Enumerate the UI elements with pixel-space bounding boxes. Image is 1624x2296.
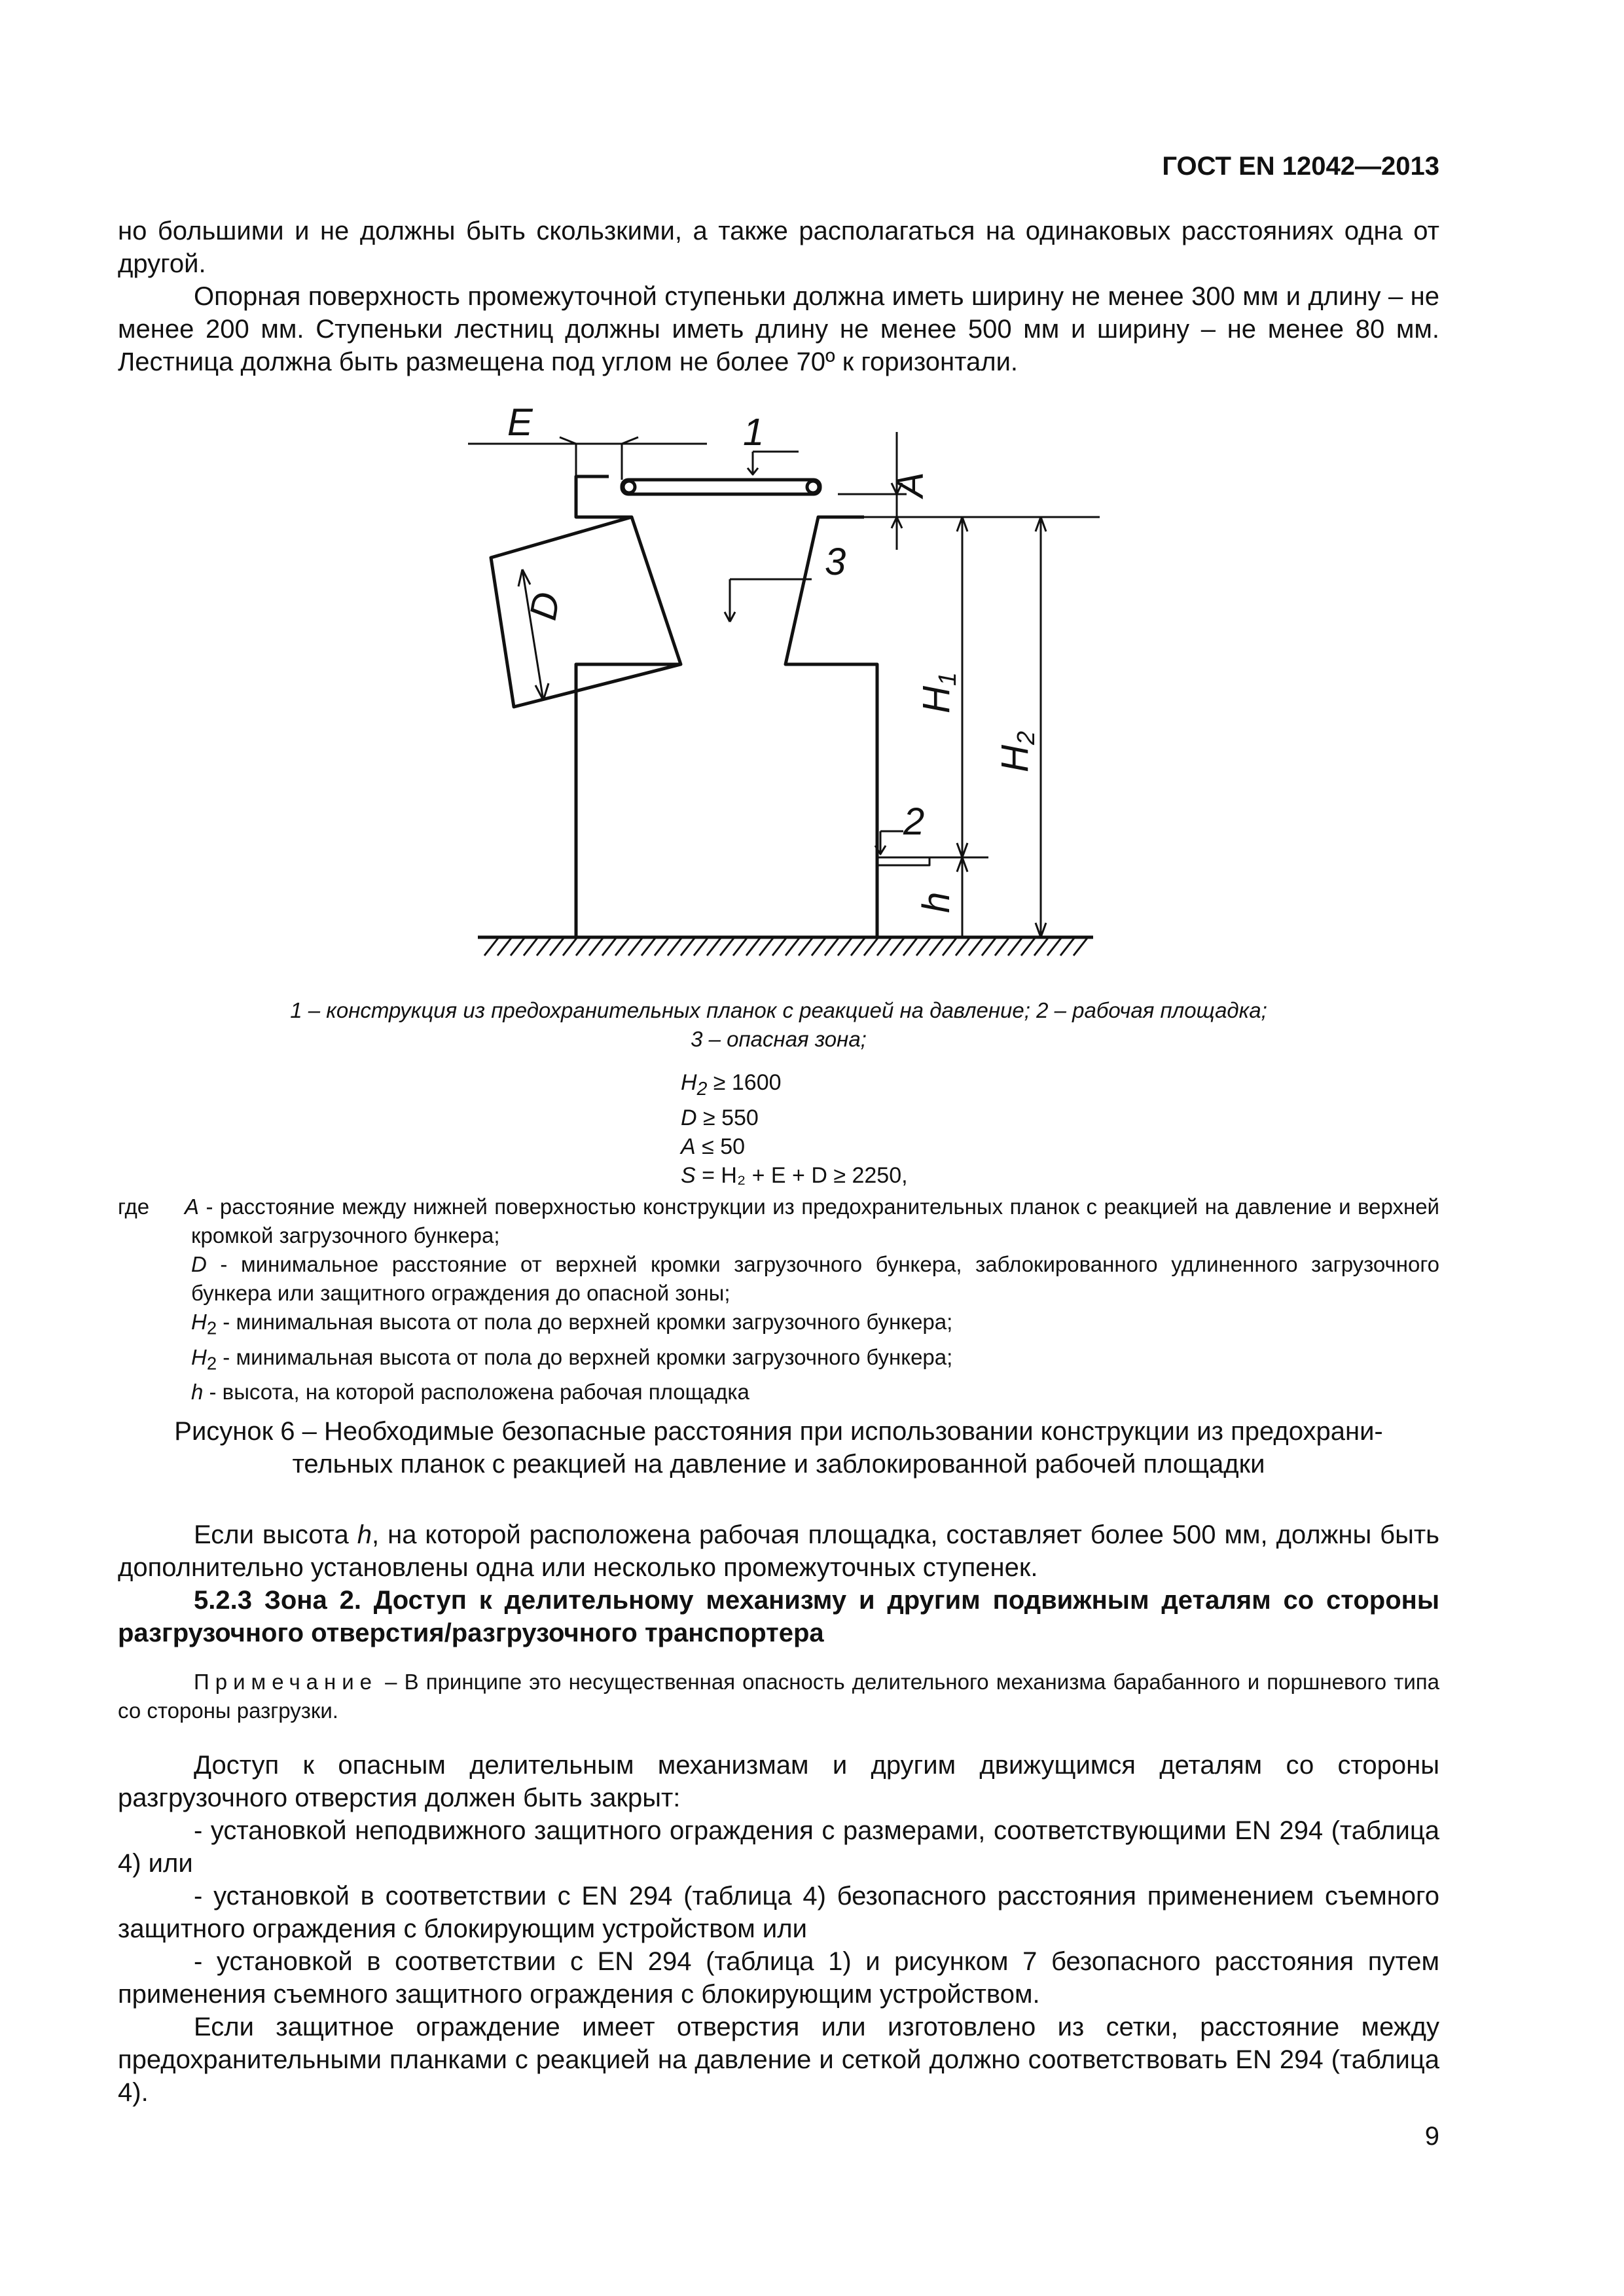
access-requirements-block <box>118 1749 1439 2109</box>
label-3: 3 <box>825 541 846 583</box>
section-heading-5-2-3: 5.2.3 Зона 2. Доступ к делительному механизму и другим подвижным деталям со стороны разгрузочного отверстия/разгрузочного транспортера <box>118 1586 1439 1647</box>
top-text-block <box>118 215 1439 378</box>
formula-a: A ≤ 50 <box>681 1134 746 1159</box>
label-D: D <box>521 588 569 624</box>
figure-formulas <box>681 1068 908 1190</box>
figure-6-drawing <box>445 406 1152 962</box>
label-h: h <box>915 891 958 913</box>
list-item-removable-guard-table1: - установкой в соответствии с EN 294 (таблица 1) и рисунком 7 безопасного расстояния путем применения съемного защитного ограждения с блокирующим устройством. <box>118 1947 1439 2009</box>
figure-legend-line-1: 1 – конструкция из предохранительных планок с реакцией на давление; 2 – рабочая площадка; <box>290 998 1267 1022</box>
formula-h2: $H_2 \ge 1600$ <box>681 1070 782 1100</box>
paragraph-step-requirements: Опорная поверхность промежуточной ступеньки должна иметь ширину не менее 300 мм и длину – не менее 200 мм. Ступеньки лестниц должны иметь длину не менее 500 мм и ширину – не менее 80 мм. Лестница должна быть размещена под углом не более 70º к горизонтали. <box>118 282 1439 376</box>
document-id-header: ГОСТ EN 12042—2013 <box>1162 152 1439 181</box>
note-block <box>118 1668 1439 1725</box>
variable-definitions <box>118 1193 1439 1407</box>
working-platform <box>877 857 929 865</box>
label-A: A <box>889 472 931 497</box>
label-H2: H2 <box>994 730 1040 772</box>
page-number: 9 <box>1424 2122 1439 2151</box>
label-H1: H1 <box>915 672 962 713</box>
label-E: E <box>507 406 533 444</box>
paragraph-continuation: но большими и не должны быть скользкими, а также располагаться на одинаковых расстояниях одна от другой. <box>118 217 1439 278</box>
figure-legend-line-2: 3 – опасная зона; <box>691 1027 867 1051</box>
label-2: 2 <box>903 800 925 843</box>
definition-a: где A - расстояние между нижней поверхностью конструкции из предохранительных планок с реакцией на давление и верхней кромкой загрузочного бункера; <box>118 1193 1439 1250</box>
note-text: – В принципе это несущественная опасность делительного механизма барабанного и поршневого типа со стороны разгрузки. <box>118 1670 1439 1723</box>
where-label: где <box>118 1194 150 1219</box>
list-item-removable-guard-table4: - установкой в соответствии с EN 294 (таблица 4) безопасного расстояния применением съемного защитного ограждения с блокирующим устройством или <box>118 1882 1439 1943</box>
pressure-bar-end-right <box>807 481 819 493</box>
formula-d: D ≥ 550 <box>681 1105 759 1130</box>
ground-hatching <box>484 937 1088 956</box>
formula-s: S = H₂ + E + D ≥ 2250, <box>681 1162 908 1188</box>
figure-legend <box>118 996 1439 1054</box>
figure-title-line-2: тельных планок с реакцией на давление и заблокированной рабочей площадки <box>292 1450 1265 1479</box>
platform-height-paragraph: Если высота h, на которой расположена рабочая площадка, составляет более 500 мм, должны быть дополнительно установлены одна или несколько промежуточных ступенек. <box>118 1520 1440 1582</box>
paragraph-access: Доступ к опасным делительным механизмам и другим движущимся деталям со стороны разгрузочного отверстия должен быть закрыт: <box>118 1751 1439 1812</box>
definition-d: D - минимальное расстояние от верхней кромки загрузочного бункера, заблокированного удлиненного загрузочного бункера или защитного ограждения до опасной зоны; <box>191 1252 1439 1305</box>
note-label: Примечание <box>194 1670 378 1694</box>
label-1: 1 <box>743 411 765 454</box>
machine-body-outline <box>576 476 681 937</box>
paragraph-mesh-guard: Если защитное ограждение имеет отверстия или изготовлено из сетки, расстояние между предохранительными планками с реакцией на давление и сеткой должно соответствовать EN 294 (таблица 4). <box>118 2013 1439 2107</box>
loading-hopper <box>491 517 681 707</box>
figure-6-title <box>118 1415 1439 1480</box>
definition-h2-first: $H_2$ - минимальная высота от пола до верхней кромки загрузочного бункера; <box>191 1310 953 1338</box>
definition-h: h - высота, на которой расположена рабочая площадка <box>191 1380 749 1405</box>
pressure-bar-end-left <box>623 481 635 493</box>
list-item-fixed-guard: - установкой неподвижного защитного ограждения с размерами, соответствующими EN 294 (таблица 4) или <box>118 1816 1439 1878</box>
figure-title-line-1: Рисунок 6 – Необходимые безопасные расстояния при использовании конструкции из предохрани- <box>174 1417 1383 1446</box>
pressure-bar <box>622 480 820 494</box>
definition-h2-second: $H_2$ - минимальная высота от пола до верхней кромки загрузочного бункера; <box>191 1344 953 1374</box>
